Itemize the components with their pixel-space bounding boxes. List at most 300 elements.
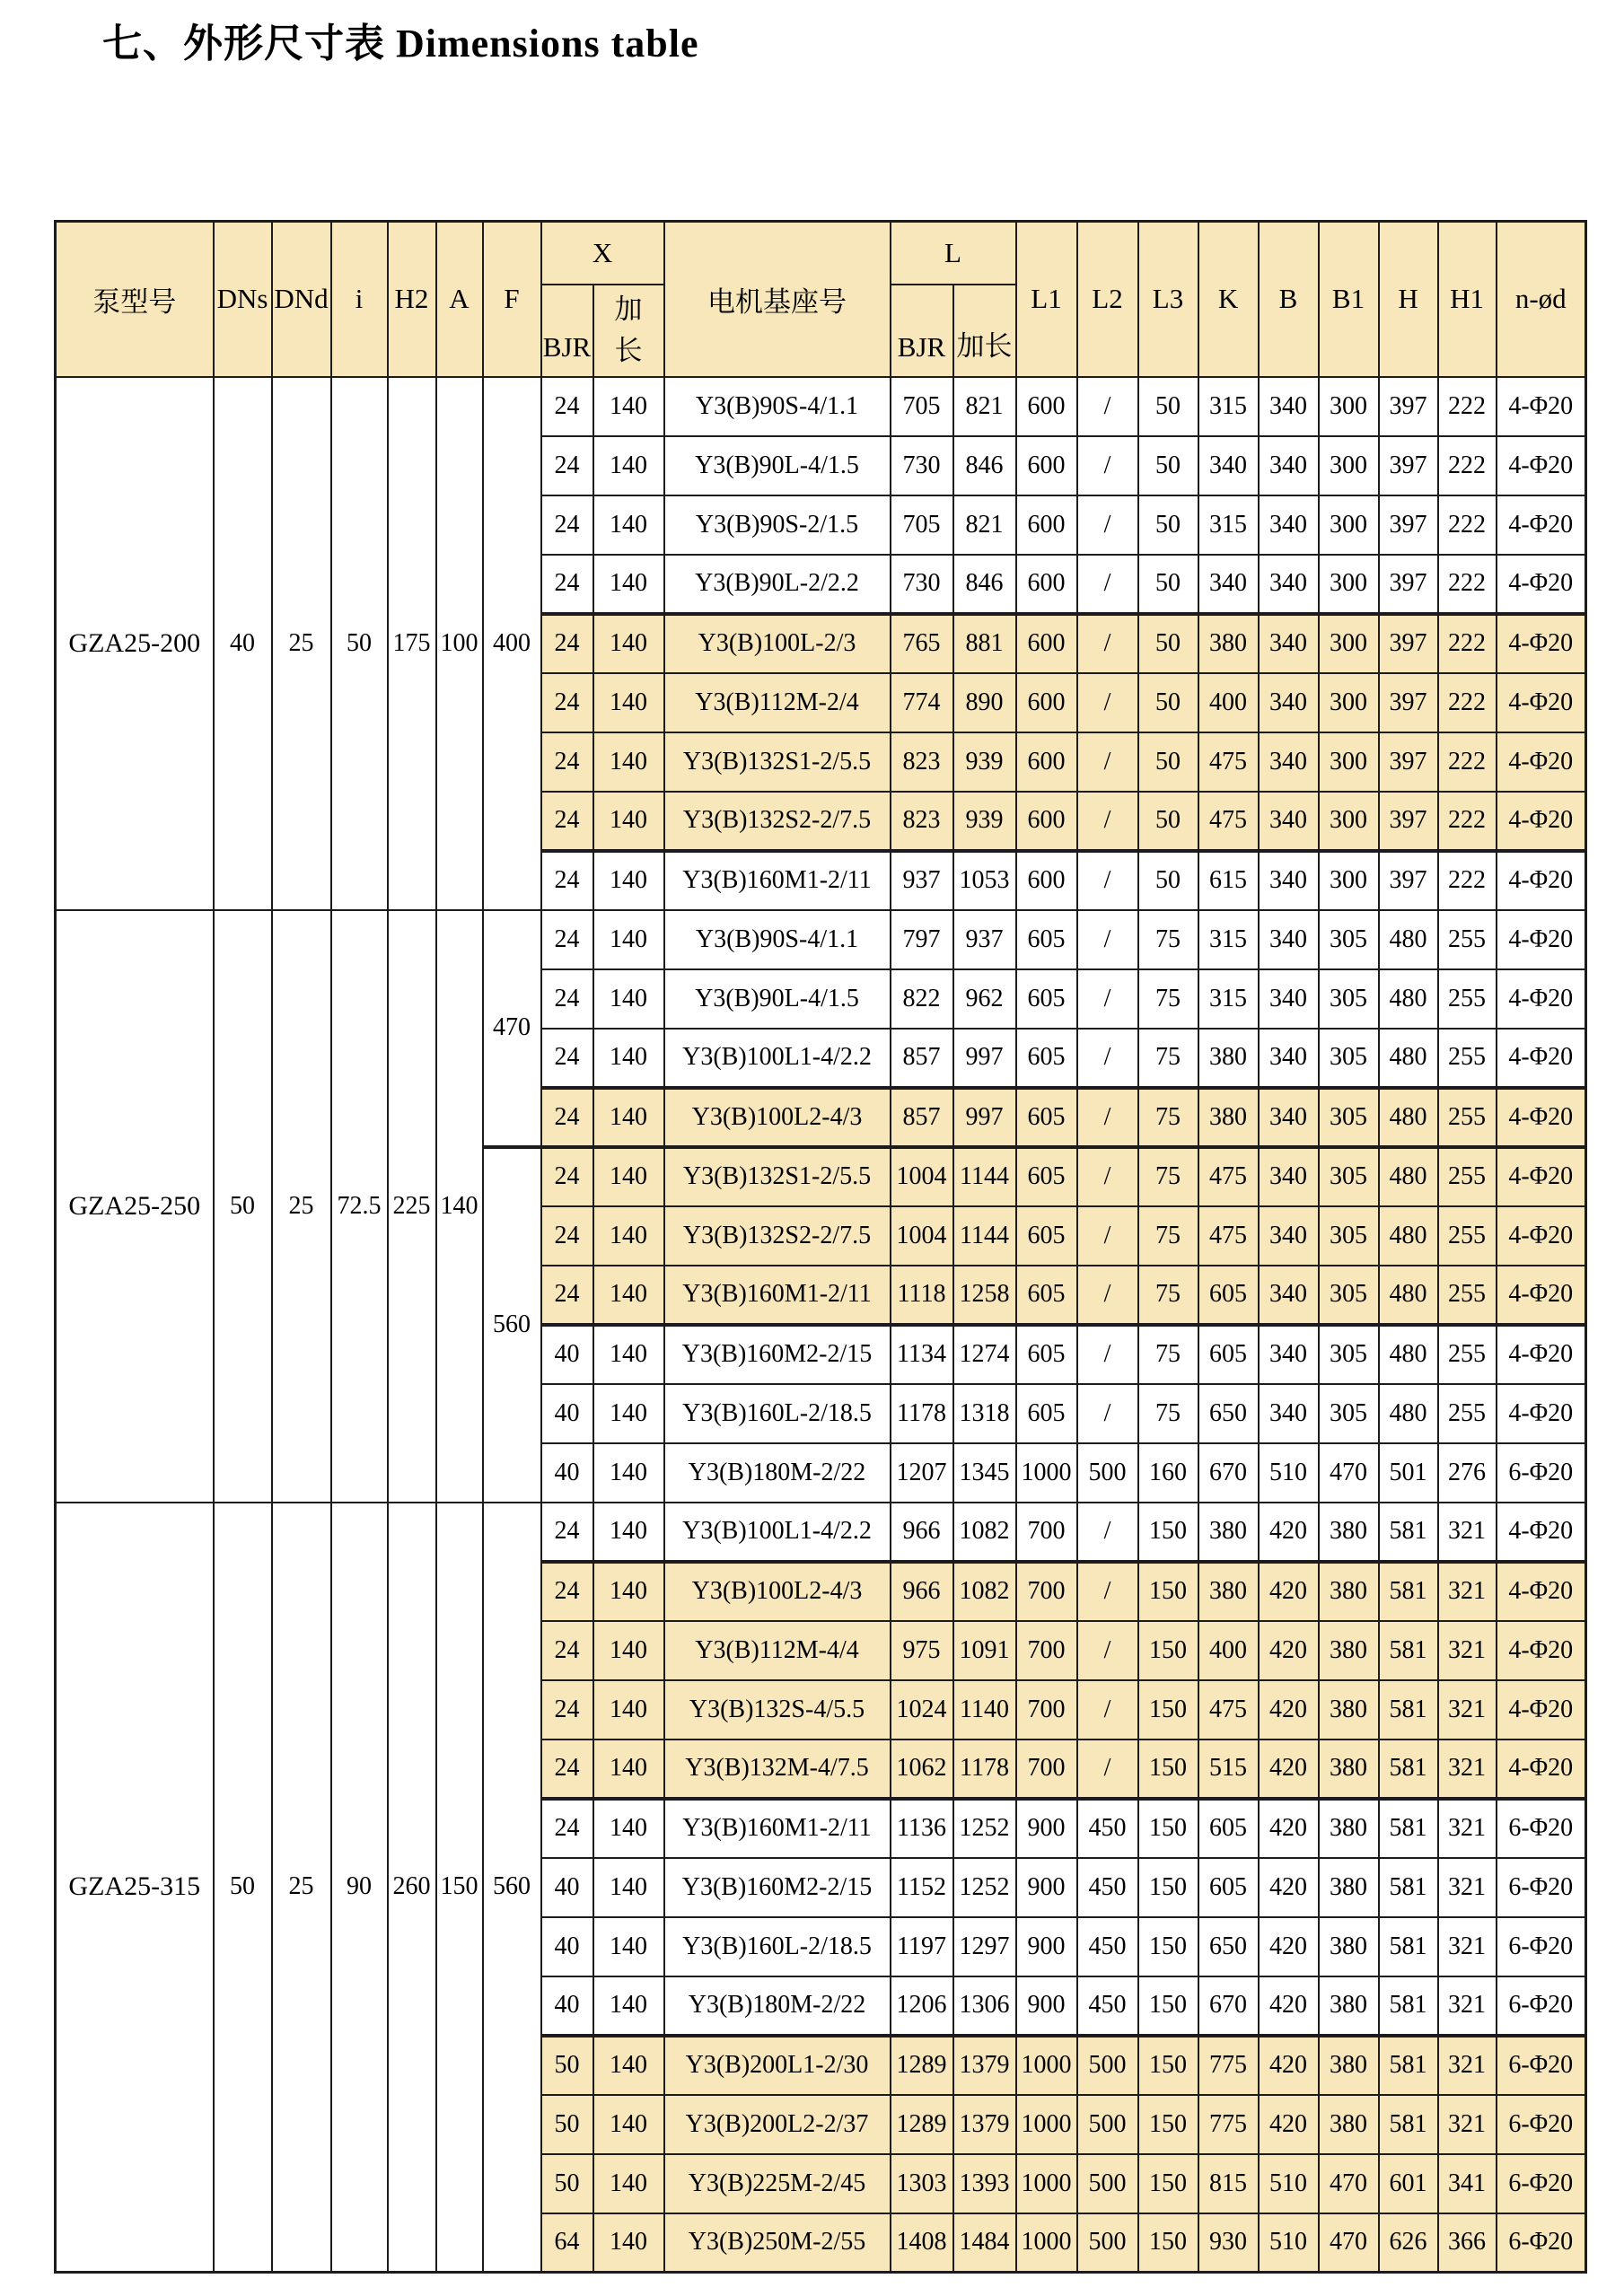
l-extended-cell: 1345 [953, 1443, 1016, 1503]
motor-base-cell: Y3(B)200L2-2/37 [664, 2095, 891, 2154]
header-dns: DNs [214, 222, 272, 377]
l1-cell: 700 [1016, 1740, 1077, 1799]
k-cell: 650 [1198, 1384, 1259, 1443]
dnd-cell: 25 [272, 910, 331, 1503]
l3-cell: 160 [1138, 1443, 1198, 1503]
h-cell: 501 [1379, 1443, 1438, 1503]
header-l1: L1 [1016, 222, 1077, 377]
l-extended-cell: 1053 [953, 851, 1016, 910]
l-extended-cell: 1178 [953, 1740, 1016, 1799]
b1-cell: 305 [1319, 1088, 1379, 1147]
l-bjr-cell: 1136 [891, 1799, 953, 1858]
l1-cell: 605 [1016, 910, 1077, 969]
b1-cell: 300 [1319, 732, 1379, 792]
header-x-extended: 加长 [593, 285, 664, 377]
b-cell: 340 [1259, 673, 1319, 732]
l3-cell: 150 [1138, 1503, 1198, 1562]
x-bjr-cell: 24 [541, 495, 593, 555]
table-row [56, 1503, 1586, 1562]
l-extended-cell: 881 [953, 614, 1016, 673]
l-extended-cell: 1082 [953, 1503, 1016, 1562]
motor-base-cell: Y3(B)160M1-2/11 [664, 851, 891, 910]
h-cell: 397 [1379, 673, 1438, 732]
b-cell: 510 [1259, 2213, 1319, 2273]
n-od-cell: 6-Φ20 [1497, 1917, 1586, 1976]
h1-cell: 321 [1438, 2036, 1497, 2095]
h-cell: 397 [1379, 555, 1438, 614]
pump-model-cell: GZA25-250 [56, 910, 214, 1503]
l3-cell: 150 [1138, 2095, 1198, 2154]
k-cell: 340 [1198, 436, 1259, 495]
n-od-cell: 4-Φ20 [1497, 1384, 1586, 1443]
l3-cell: 75 [1138, 1325, 1198, 1384]
n-od-cell: 6-Φ20 [1497, 1799, 1586, 1858]
l1-cell: 600 [1016, 851, 1077, 910]
l-bjr-cell: 705 [891, 377, 953, 436]
b1-cell: 305 [1319, 1206, 1379, 1266]
l2-cell: / [1077, 1503, 1138, 1562]
l3-cell: 150 [1138, 1858, 1198, 1917]
h2-cell: 175 [388, 377, 436, 910]
l3-cell: 50 [1138, 614, 1198, 673]
l2-cell: / [1077, 673, 1138, 732]
l-extended-cell: 1140 [953, 1680, 1016, 1740]
l-extended-cell: 1306 [953, 1976, 1016, 2036]
l2-cell: / [1077, 1266, 1138, 1325]
header-dnd: DNd [272, 222, 331, 377]
l3-cell: 75 [1138, 910, 1198, 969]
n-od-cell: 4-Φ20 [1497, 1088, 1586, 1147]
motor-base-cell: Y3(B)90S-4/1.1 [664, 377, 891, 436]
x-bjr-cell: 24 [541, 1740, 593, 1799]
h-cell: 581 [1379, 1680, 1438, 1740]
l-extended-cell: 1144 [953, 1206, 1016, 1266]
h-cell: 480 [1379, 1266, 1438, 1325]
l-extended-cell: 1318 [953, 1384, 1016, 1443]
l-extended-cell: 939 [953, 792, 1016, 851]
header-f: F [483, 222, 541, 377]
x-extended-cell: 140 [593, 1147, 664, 1206]
x-bjr-cell: 24 [541, 910, 593, 969]
x-bjr-cell: 24 [541, 1266, 593, 1325]
x-extended-cell: 140 [593, 1917, 664, 1976]
motor-base-cell: Y3(B)180M-2/22 [664, 1976, 891, 2036]
dnd-cell: 25 [272, 1503, 331, 2273]
h-cell: 601 [1379, 2154, 1438, 2213]
k-cell: 400 [1198, 1621, 1259, 1680]
l1-cell: 1000 [1016, 2095, 1077, 2154]
n-od-cell: 4-Φ20 [1497, 1147, 1586, 1206]
b-cell: 420 [1259, 2036, 1319, 2095]
k-cell: 775 [1198, 2095, 1259, 2154]
h1-cell: 255 [1438, 910, 1497, 969]
l-bjr-cell: 730 [891, 555, 953, 614]
n-od-cell: 6-Φ20 [1497, 1976, 1586, 2036]
k-cell: 775 [1198, 2036, 1259, 2095]
h1-cell: 222 [1438, 673, 1497, 732]
l2-cell: / [1077, 851, 1138, 910]
l2-cell: / [1077, 614, 1138, 673]
motor-base-cell: Y3(B)132M-4/7.5 [664, 1740, 891, 1799]
l-bjr-cell: 823 [891, 792, 953, 851]
motor-base-cell: Y3(B)90S-4/1.1 [664, 910, 891, 969]
x-bjr-cell: 24 [541, 555, 593, 614]
b1-cell: 305 [1319, 1325, 1379, 1384]
header-motor-base: 电机基座号 [664, 222, 891, 377]
h1-cell: 341 [1438, 2154, 1497, 2213]
h1-cell: 321 [1438, 1503, 1497, 1562]
l3-cell: 150 [1138, 1562, 1198, 1621]
l-extended-cell: 997 [953, 1029, 1016, 1088]
h-cell: 626 [1379, 2213, 1438, 2273]
l2-cell: 500 [1077, 1443, 1138, 1503]
motor-base-cell: Y3(B)112M-4/4 [664, 1621, 891, 1680]
n-od-cell: 6-Φ20 [1497, 2213, 1586, 2273]
n-od-cell: 4-Φ20 [1497, 1206, 1586, 1266]
b1-cell: 305 [1319, 1029, 1379, 1088]
l1-cell: 605 [1016, 969, 1077, 1029]
n-od-cell: 4-Φ20 [1497, 495, 1586, 555]
k-cell: 615 [1198, 851, 1259, 910]
b-cell: 340 [1259, 614, 1319, 673]
n-od-cell: 4-Φ20 [1497, 1740, 1586, 1799]
n-od-cell: 4-Φ20 [1497, 673, 1586, 732]
l-bjr-cell: 857 [891, 1088, 953, 1147]
l-bjr-cell: 1134 [891, 1325, 953, 1384]
b1-cell: 380 [1319, 1621, 1379, 1680]
l3-cell: 75 [1138, 1147, 1198, 1206]
h-cell: 480 [1379, 1325, 1438, 1384]
header-pump-model: 泵型号 [56, 222, 214, 377]
l-extended-cell: 997 [953, 1088, 1016, 1147]
k-cell: 605 [1198, 1858, 1259, 1917]
h1-cell: 255 [1438, 1206, 1497, 1266]
table-header [56, 222, 1586, 377]
k-cell: 380 [1198, 1029, 1259, 1088]
b-cell: 340 [1259, 792, 1319, 851]
l1-cell: 700 [1016, 1680, 1077, 1740]
dns-cell: 50 [214, 1503, 272, 2273]
n-od-cell: 4-Φ20 [1497, 1503, 1586, 1562]
b1-cell: 300 [1319, 555, 1379, 614]
l-bjr-cell: 1207 [891, 1443, 953, 1503]
f-cell: 470 [483, 910, 541, 1147]
x-bjr-cell: 24 [541, 436, 593, 495]
l-extended-cell: 846 [953, 555, 1016, 614]
b-cell: 420 [1259, 1858, 1319, 1917]
x-bjr-cell: 24 [541, 673, 593, 732]
b1-cell: 300 [1319, 792, 1379, 851]
x-extended-cell: 140 [593, 1621, 664, 1680]
h-cell: 397 [1379, 495, 1438, 555]
f-cell: 400 [483, 377, 541, 910]
x-extended-cell: 140 [593, 1325, 664, 1384]
h1-cell: 222 [1438, 495, 1497, 555]
l2-cell: 500 [1077, 2213, 1138, 2273]
x-extended-cell: 140 [593, 614, 664, 673]
b1-cell: 300 [1319, 377, 1379, 436]
l-extended-cell: 1274 [953, 1325, 1016, 1384]
x-extended-cell: 140 [593, 1680, 664, 1740]
h1-cell: 321 [1438, 1858, 1497, 1917]
x-bjr-cell: 40 [541, 1858, 593, 1917]
n-od-cell: 4-Φ20 [1497, 555, 1586, 614]
l2-cell: 450 [1077, 1799, 1138, 1858]
h1-cell: 321 [1438, 1799, 1497, 1858]
k-cell: 315 [1198, 495, 1259, 555]
dnd-cell: 25 [272, 377, 331, 910]
x-bjr-cell: 24 [541, 1503, 593, 1562]
h1-cell: 321 [1438, 1740, 1497, 1799]
f-cell: 560 [483, 1503, 541, 2273]
h-cell: 581 [1379, 1503, 1438, 1562]
b-cell: 420 [1259, 1917, 1319, 1976]
l1-cell: 900 [1016, 1976, 1077, 2036]
l2-cell: / [1077, 792, 1138, 851]
l-bjr-cell: 797 [891, 910, 953, 969]
b1-cell: 380 [1319, 1917, 1379, 1976]
l-bjr-cell: 765 [891, 614, 953, 673]
x-extended-cell: 140 [593, 1088, 664, 1147]
l3-cell: 150 [1138, 1799, 1198, 1858]
h-cell: 397 [1379, 614, 1438, 673]
l3-cell: 150 [1138, 1976, 1198, 2036]
table-body [56, 377, 1586, 2273]
k-cell: 605 [1198, 1325, 1259, 1384]
l2-cell: 500 [1077, 2036, 1138, 2095]
x-extended-cell: 140 [593, 792, 664, 851]
l1-cell: 700 [1016, 1503, 1077, 1562]
i-cell: 72.5 [331, 910, 388, 1503]
b1-cell: 380 [1319, 1503, 1379, 1562]
n-od-cell: 6-Φ20 [1497, 2036, 1586, 2095]
motor-base-cell: Y3(B)200L1-2/30 [664, 2036, 891, 2095]
l1-cell: 600 [1016, 436, 1077, 495]
motor-base-cell: Y3(B)100L-2/3 [664, 614, 891, 673]
k-cell: 475 [1198, 1206, 1259, 1266]
table-row [56, 910, 1586, 969]
i-cell: 50 [331, 377, 388, 910]
h1-cell: 255 [1438, 1029, 1497, 1088]
h-cell: 480 [1379, 1384, 1438, 1443]
b-cell: 340 [1259, 1147, 1319, 1206]
motor-base-cell: Y3(B)160M1-2/11 [664, 1266, 891, 1325]
h1-cell: 321 [1438, 1680, 1497, 1740]
l-bjr-cell: 822 [891, 969, 953, 1029]
x-extended-cell: 140 [593, 969, 664, 1029]
motor-base-cell: Y3(B)100L1-4/2.2 [664, 1503, 891, 1562]
x-extended-cell: 140 [593, 555, 664, 614]
b-cell: 340 [1259, 1384, 1319, 1443]
header-l3: L3 [1138, 222, 1198, 377]
table-row [56, 377, 1586, 436]
l-bjr-cell: 966 [891, 1503, 953, 1562]
l-bjr-cell: 1024 [891, 1680, 953, 1740]
l1-cell: 900 [1016, 1917, 1077, 1976]
l3-cell: 50 [1138, 436, 1198, 495]
x-extended-cell: 140 [593, 2095, 664, 2154]
l-bjr-cell: 1118 [891, 1266, 953, 1325]
h1-cell: 255 [1438, 1384, 1497, 1443]
x-extended-cell: 140 [593, 2154, 664, 2213]
motor-base-cell: Y3(B)90L-4/1.5 [664, 436, 891, 495]
b-cell: 340 [1259, 495, 1319, 555]
b1-cell: 380 [1319, 2095, 1379, 2154]
l-extended-cell: 821 [953, 495, 1016, 555]
motor-base-cell: Y3(B)132S1-2/5.5 [664, 732, 891, 792]
l3-cell: 150 [1138, 1917, 1198, 1976]
l2-cell: 450 [1077, 1858, 1138, 1917]
x-extended-cell: 140 [593, 495, 664, 555]
h-cell: 581 [1379, 1799, 1438, 1858]
l3-cell: 50 [1138, 495, 1198, 555]
b1-cell: 380 [1319, 1740, 1379, 1799]
x-bjr-cell: 64 [541, 2213, 593, 2273]
b-cell: 340 [1259, 1266, 1319, 1325]
k-cell: 605 [1198, 1266, 1259, 1325]
pump-model-cell: GZA25-315 [56, 1503, 214, 2273]
n-od-cell: 4-Φ20 [1497, 377, 1586, 436]
n-od-cell: 4-Φ20 [1497, 1562, 1586, 1621]
h1-cell: 222 [1438, 732, 1497, 792]
h-cell: 581 [1379, 2036, 1438, 2095]
b-cell: 420 [1259, 1740, 1319, 1799]
x-extended-cell: 140 [593, 1206, 664, 1266]
l-bjr-cell: 966 [891, 1562, 953, 1621]
l-extended-cell: 1252 [953, 1799, 1016, 1858]
h1-cell: 255 [1438, 1147, 1497, 1206]
h1-cell: 222 [1438, 614, 1497, 673]
l3-cell: 50 [1138, 673, 1198, 732]
b-cell: 420 [1259, 1976, 1319, 2036]
l3-cell: 50 [1138, 377, 1198, 436]
l2-cell: / [1077, 1029, 1138, 1088]
k-cell: 815 [1198, 2154, 1259, 2213]
n-od-cell: 4-Φ20 [1497, 851, 1586, 910]
l1-cell: 1000 [1016, 1443, 1077, 1503]
k-cell: 380 [1198, 1562, 1259, 1621]
header-b1: B1 [1319, 222, 1379, 377]
b1-cell: 305 [1319, 910, 1379, 969]
l-bjr-cell: 1289 [891, 2095, 953, 2154]
b1-cell: 380 [1319, 1562, 1379, 1621]
x-extended-cell: 140 [593, 1384, 664, 1443]
h-cell: 480 [1379, 910, 1438, 969]
b-cell: 340 [1259, 555, 1319, 614]
x-extended-cell: 140 [593, 1976, 664, 2036]
x-extended-cell: 140 [593, 673, 664, 732]
k-cell: 380 [1198, 614, 1259, 673]
h-cell: 581 [1379, 2095, 1438, 2154]
l3-cell: 150 [1138, 2154, 1198, 2213]
n-od-cell: 4-Φ20 [1497, 1621, 1586, 1680]
l-bjr-cell: 1004 [891, 1147, 953, 1206]
l-extended-cell: 846 [953, 436, 1016, 495]
n-od-cell: 6-Φ20 [1497, 1858, 1586, 1917]
f-cell: 560 [483, 1147, 541, 1503]
x-bjr-cell: 40 [541, 1384, 593, 1443]
header-k: K [1198, 222, 1259, 377]
l-bjr-cell: 1062 [891, 1740, 953, 1799]
l3-cell: 150 [1138, 1740, 1198, 1799]
l1-cell: 605 [1016, 1266, 1077, 1325]
l2-cell: / [1077, 1562, 1138, 1621]
motor-base-cell: Y3(B)112M-2/4 [664, 673, 891, 732]
header-a: A [436, 222, 483, 377]
h1-cell: 321 [1438, 1976, 1497, 2036]
h1-cell: 255 [1438, 969, 1497, 1029]
dimensions-table [54, 220, 1587, 2274]
l-bjr-cell: 705 [891, 495, 953, 555]
x-bjr-cell: 24 [541, 377, 593, 436]
h-cell: 397 [1379, 436, 1438, 495]
l3-cell: 75 [1138, 1266, 1198, 1325]
h-cell: 581 [1379, 1621, 1438, 1680]
l2-cell: / [1077, 555, 1138, 614]
x-extended-cell: 140 [593, 1443, 664, 1503]
h1-cell: 222 [1438, 555, 1497, 614]
x-bjr-cell: 24 [541, 1206, 593, 1266]
h1-cell: 222 [1438, 792, 1497, 851]
l-extended-cell: 937 [953, 910, 1016, 969]
l-bjr-cell: 1289 [891, 2036, 953, 2095]
l-extended-cell: 1252 [953, 1858, 1016, 1917]
motor-base-cell: Y3(B)132S2-2/7.5 [664, 792, 891, 851]
h1-cell: 222 [1438, 436, 1497, 495]
motor-base-cell: Y3(B)132S2-2/7.5 [664, 1206, 891, 1266]
l-extended-cell: 939 [953, 732, 1016, 792]
k-cell: 475 [1198, 1147, 1259, 1206]
x-extended-cell: 140 [593, 1266, 664, 1325]
l2-cell: / [1077, 436, 1138, 495]
x-extended-cell: 140 [593, 1858, 664, 1917]
x-bjr-cell: 24 [541, 1088, 593, 1147]
h-cell: 480 [1379, 1147, 1438, 1206]
header-h: H [1379, 222, 1438, 377]
h-cell: 397 [1379, 851, 1438, 910]
x-extended-cell: 140 [593, 1503, 664, 1562]
k-cell: 315 [1198, 910, 1259, 969]
k-cell: 475 [1198, 1680, 1259, 1740]
h1-cell: 255 [1438, 1325, 1497, 1384]
b-cell: 340 [1259, 969, 1319, 1029]
dns-cell: 40 [214, 377, 272, 910]
pump-model-cell: GZA25-200 [56, 377, 214, 910]
h1-cell: 276 [1438, 1443, 1497, 1503]
l1-cell: 600 [1016, 377, 1077, 436]
k-cell: 605 [1198, 1799, 1259, 1858]
k-cell: 670 [1198, 1443, 1259, 1503]
x-bjr-cell: 24 [541, 1029, 593, 1088]
b-cell: 340 [1259, 377, 1319, 436]
l3-cell: 50 [1138, 792, 1198, 851]
b-cell: 340 [1259, 1325, 1319, 1384]
l2-cell: / [1077, 732, 1138, 792]
x-bjr-cell: 40 [541, 1917, 593, 1976]
motor-base-cell: Y3(B)180M-2/22 [664, 1443, 891, 1503]
n-od-cell: 4-Φ20 [1497, 732, 1586, 792]
motor-base-cell: Y3(B)100L2-4/3 [664, 1088, 891, 1147]
l1-cell: 900 [1016, 1858, 1077, 1917]
h-cell: 480 [1379, 969, 1438, 1029]
l-extended-cell: 1393 [953, 2154, 1016, 2213]
a-cell: 140 [436, 910, 483, 1503]
x-extended-cell: 140 [593, 1029, 664, 1088]
b1-cell: 380 [1319, 2036, 1379, 2095]
l-extended-cell: 1144 [953, 1147, 1016, 1206]
h-cell: 480 [1379, 1206, 1438, 1266]
l2-cell: / [1077, 1680, 1138, 1740]
